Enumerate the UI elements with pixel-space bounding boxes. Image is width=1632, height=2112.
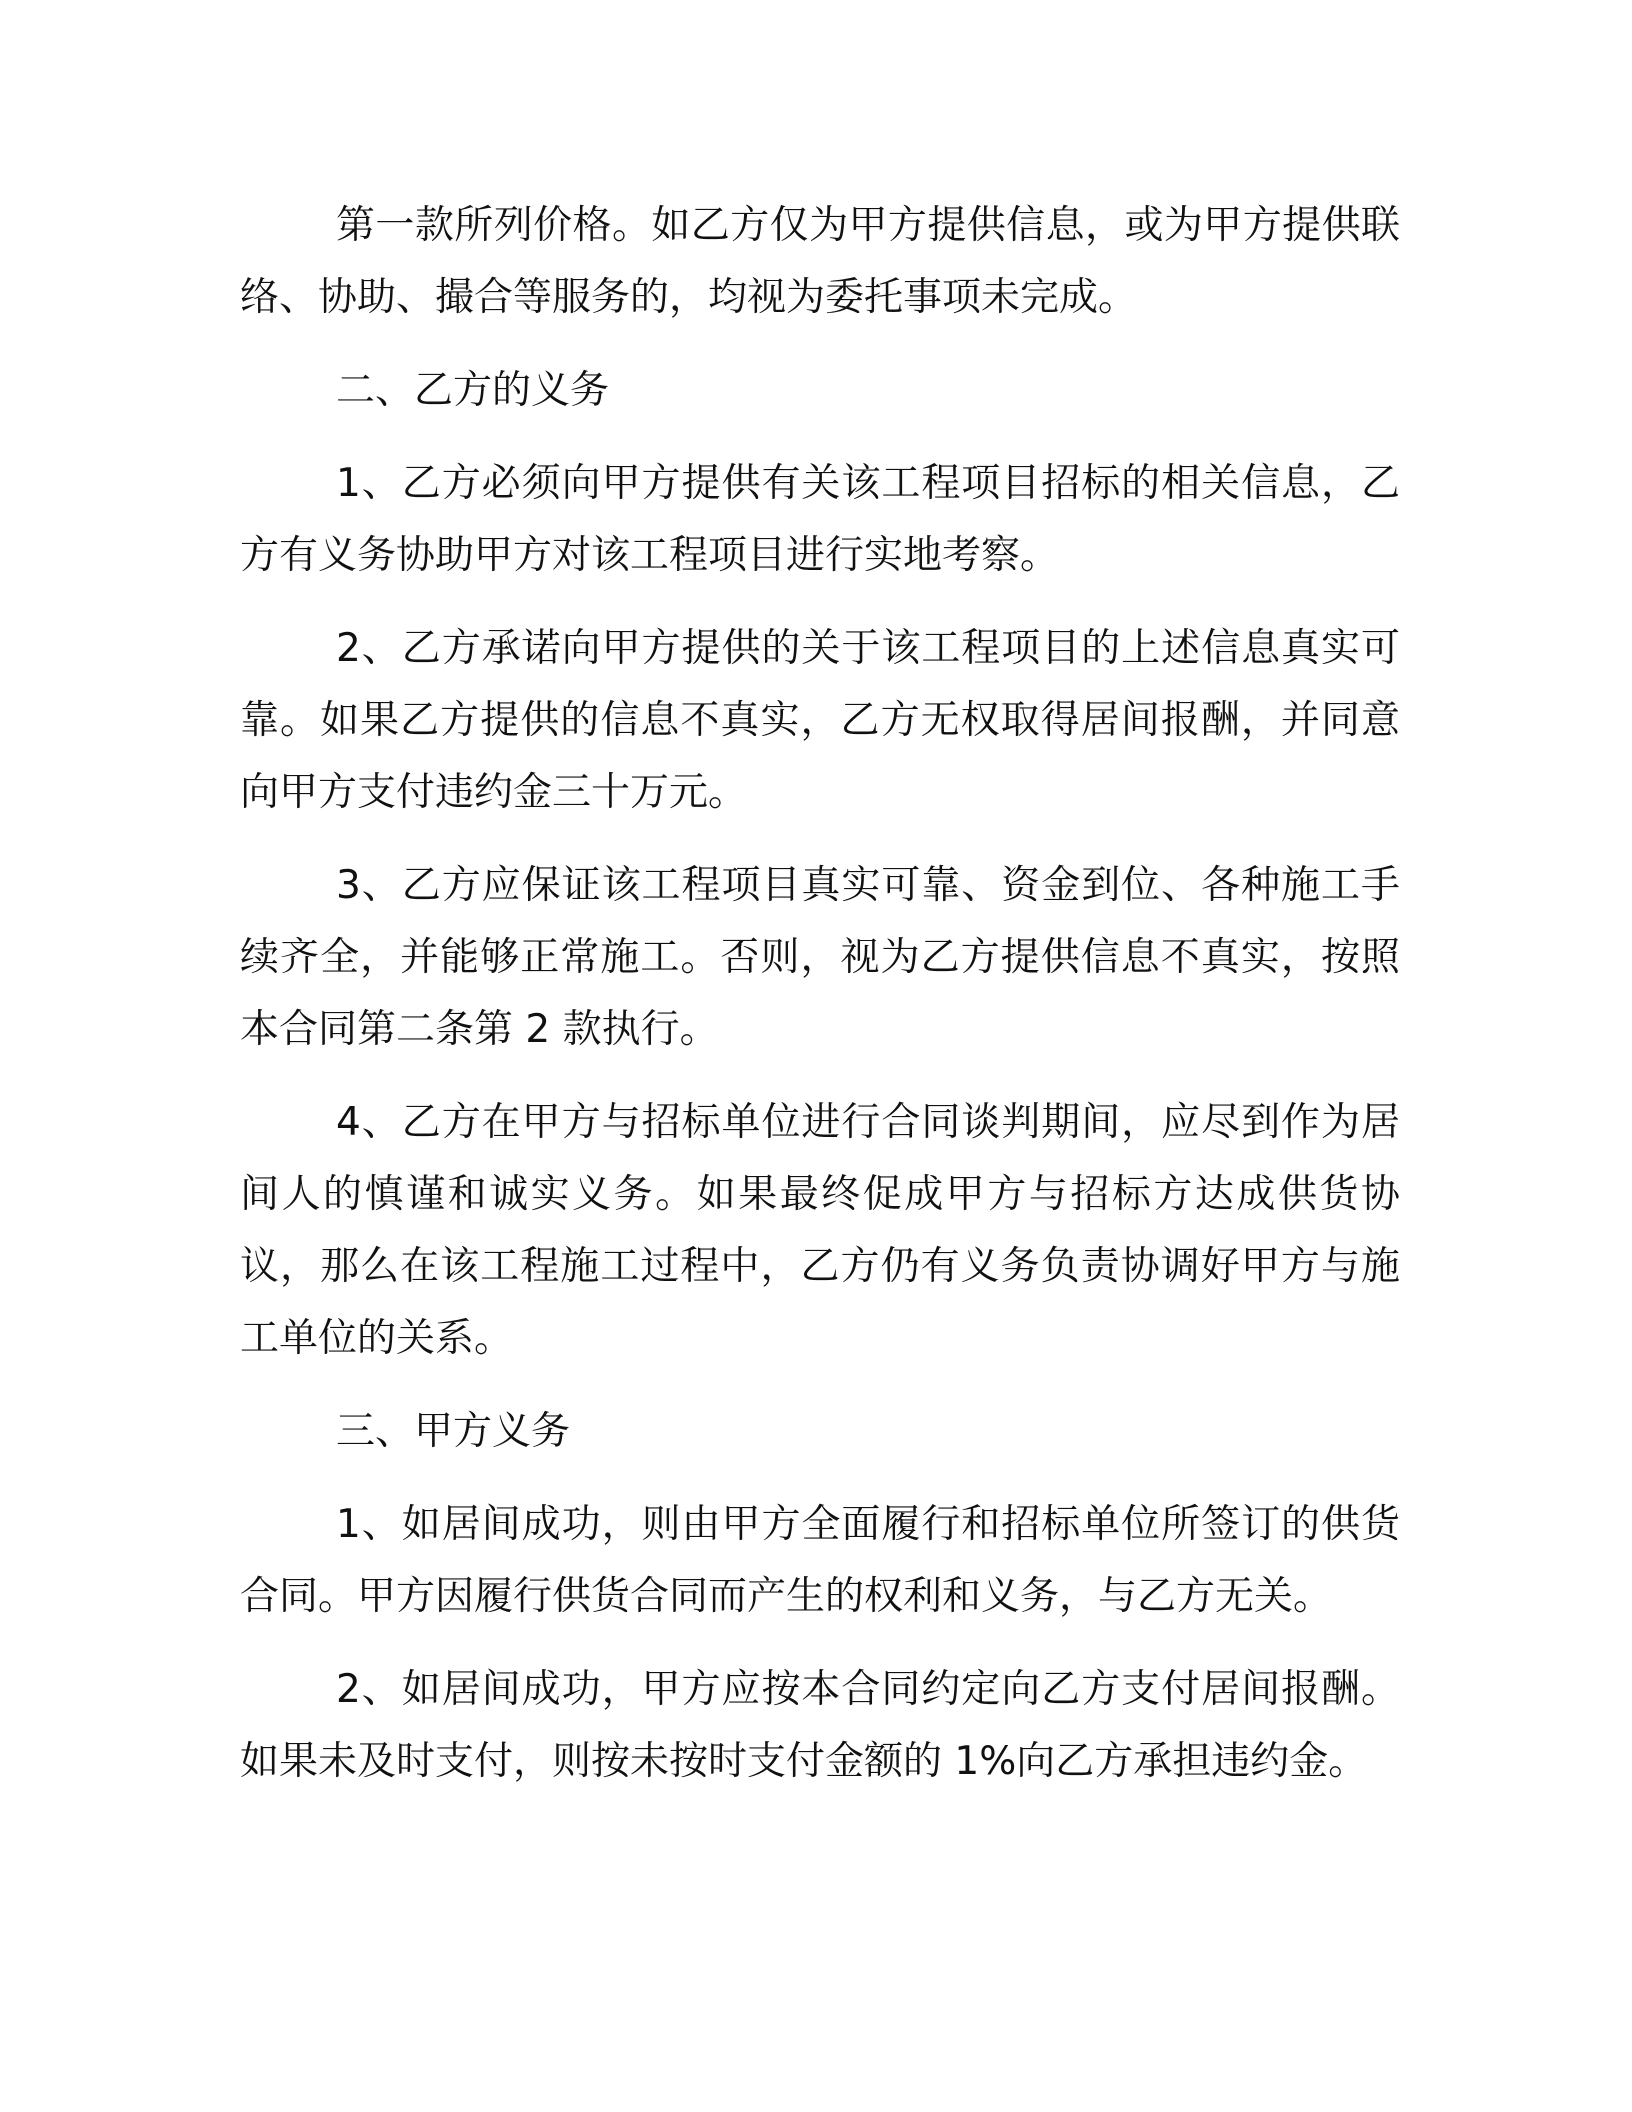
paragraph-party-a-item-2: 2、如居间成功，甲方应按本合同约定向乙方支付居间报酬。如果未及时支付，则按未按时支付金额的 1%向乙方承担违约金。: [240, 1667, 1400, 1784]
paragraph-continuation: 第一款所列价格。如乙方仅为甲方提供信息，或为甲方提供联络、协助、撮合等服务的，均视为委托事项未完成。: [240, 203, 1400, 320]
paragraph-party-b-item-4: 4、乙方在甲方与招标单位进行合同谈判期间，应尽到作为居间人的慎谨和诚实义务。如果最终促成甲方与招标方达成供货协议，那么在该工程施工过程中，乙方仍有义务负责协调好甲方与施工单位的关系。: [240, 1100, 1400, 1361]
paragraph-party-b-item-3: 3、乙方应保证该工程项目真实可靠、资金到位、各种施工手续齐全，并能够正常施工。否则，视为乙方提供信息不真实，按照本合同第二条第 2 款执行。: [240, 863, 1400, 1052]
document-body: [240, 190, 1400, 1819]
section-heading-party-a-obligations: 三、甲方义务: [336, 1409, 571, 1454]
paragraph-party-b-item-2: 2、乙方承诺向甲方提供的关于该工程项目的上述信息真实可靠。如果乙方提供的信息不真实，乙方无权取得居间报酬，并同意向甲方支付违约金三十万元。: [240, 626, 1400, 815]
paragraph-party-b-item-1: 1、乙方必须向甲方提供有关该工程项目招标的相关信息，乙方有义务协助甲方对该工程项目进行实地考察。: [240, 461, 1400, 578]
section-heading-party-b-obligations: 二、乙方的义务: [336, 368, 610, 413]
paragraph-party-a-item-1: 1、如居间成功，则由甲方全面履行和招标单位所签订的供货合同。甲方因履行供货合同而产生的权利和义务，与乙方无关。: [240, 1502, 1400, 1619]
